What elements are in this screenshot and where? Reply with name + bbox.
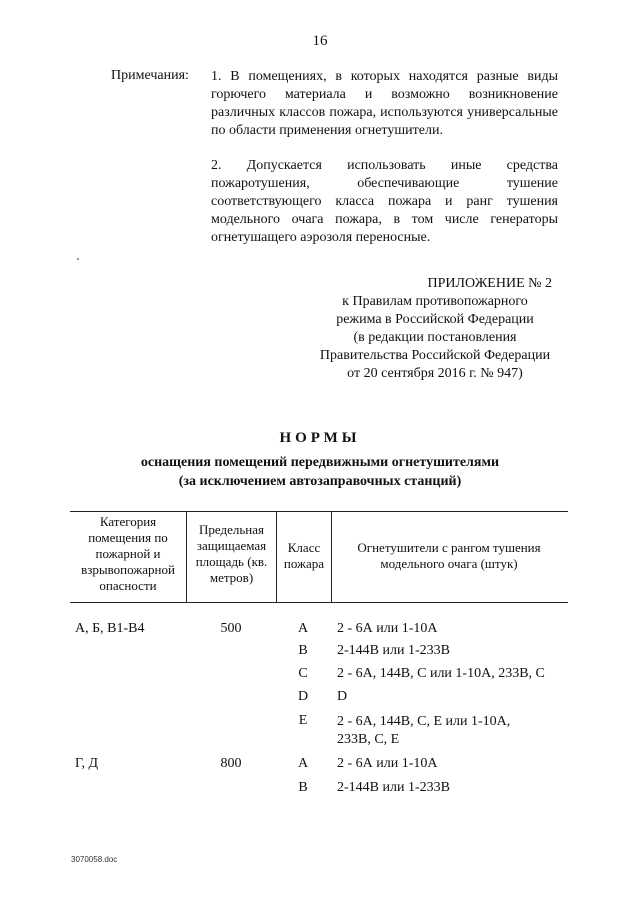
table-col-divider <box>186 511 187 603</box>
row-area: 800 <box>220 756 242 771</box>
norms-subtitle-line: (за исключением автозаправочных станций) <box>178 474 462 489</box>
row-category: А, Б, В1-В4 <box>75 621 145 636</box>
row-fire-class: А <box>297 621 309 636</box>
table-col-divider <box>276 511 277 603</box>
row-extinguishers: 2 - 6А, 144В, С или 1-10А, 233В, С <box>337 666 545 681</box>
norms-subtitle-line: оснащения помещений передвижными огнетушителями <box>140 455 500 470</box>
row-extinguishers: 2 - 6А или 1-10А <box>337 621 438 636</box>
header-extinguishers: Огнетушители с рангом тушения модельного очага (штук) <box>357 540 541 571</box>
appendix-title: ПРИЛОЖЕНИЕ № 2 <box>427 276 552 291</box>
notes-label: Примечания: <box>111 68 189 83</box>
header-category: Категория помещения по пожарной и взрывопожарной опасности <box>81 514 175 593</box>
row-area: 500 <box>220 621 242 636</box>
appendix-line: режима в Российской Федерации <box>336 312 534 327</box>
row-extinguishers: 2-144В или 1-233В <box>337 780 450 795</box>
page-number: 16 <box>312 33 328 49</box>
row-fire-class: D <box>297 689 309 704</box>
appendix-line: Правительства Российской Федерации <box>319 348 551 363</box>
appendix-line: к Правилам противопожарного <box>342 294 528 309</box>
table-col-divider <box>331 511 332 603</box>
note-1: 1. В помещениях, в которых находятся разные виды горючего материала и возможно возникновение различных классов пожара, используются универсальные по области применения огнетушители. <box>211 69 558 138</box>
document-filename: 3070058.doc <box>71 855 118 864</box>
row-fire-class: В <box>298 780 308 795</box>
appendix-line: от 20 сентября 2016 г. № 947) <box>347 366 523 381</box>
norms-title: НОРМЫ <box>279 430 361 446</box>
row-fire-class: Е <box>298 713 308 728</box>
table-top-rule <box>70 511 568 512</box>
row-extinguishers: D <box>337 689 348 704</box>
appendix-block <box>240 275 560 383</box>
row-category: Г, Д <box>75 756 99 771</box>
scan-speck <box>77 258 79 260</box>
appendix-line: (в редакции постановления <box>353 330 517 345</box>
header-fire-class: Класс пожара <box>283 540 325 571</box>
norms-subtitle <box>0 453 640 491</box>
row-fire-class: С <box>298 666 308 681</box>
row-extinguishers: 2-144В или 1-233В <box>337 643 450 658</box>
row-fire-class: В <box>298 643 308 658</box>
row-extinguishers: 2 - 6А, 144В, С, Е или 1-10А, 233В, С, Е <box>337 714 511 747</box>
row-extinguishers: 2 - 6А или 1-10А <box>337 756 438 771</box>
note-2: 2. Допускается использовать иные средства пожаротушения, обеспечивающие тушение соответствующего класса пожара и ранг тушения модельного очага пожара, в том числе генераторы огнетушащего аэрозоля переносные. <box>211 158 558 245</box>
header-area: Предельная защищаемая площадь (кв. метров) <box>195 522 268 585</box>
row-fire-class: А <box>297 756 309 771</box>
table-header-rule <box>70 602 568 603</box>
